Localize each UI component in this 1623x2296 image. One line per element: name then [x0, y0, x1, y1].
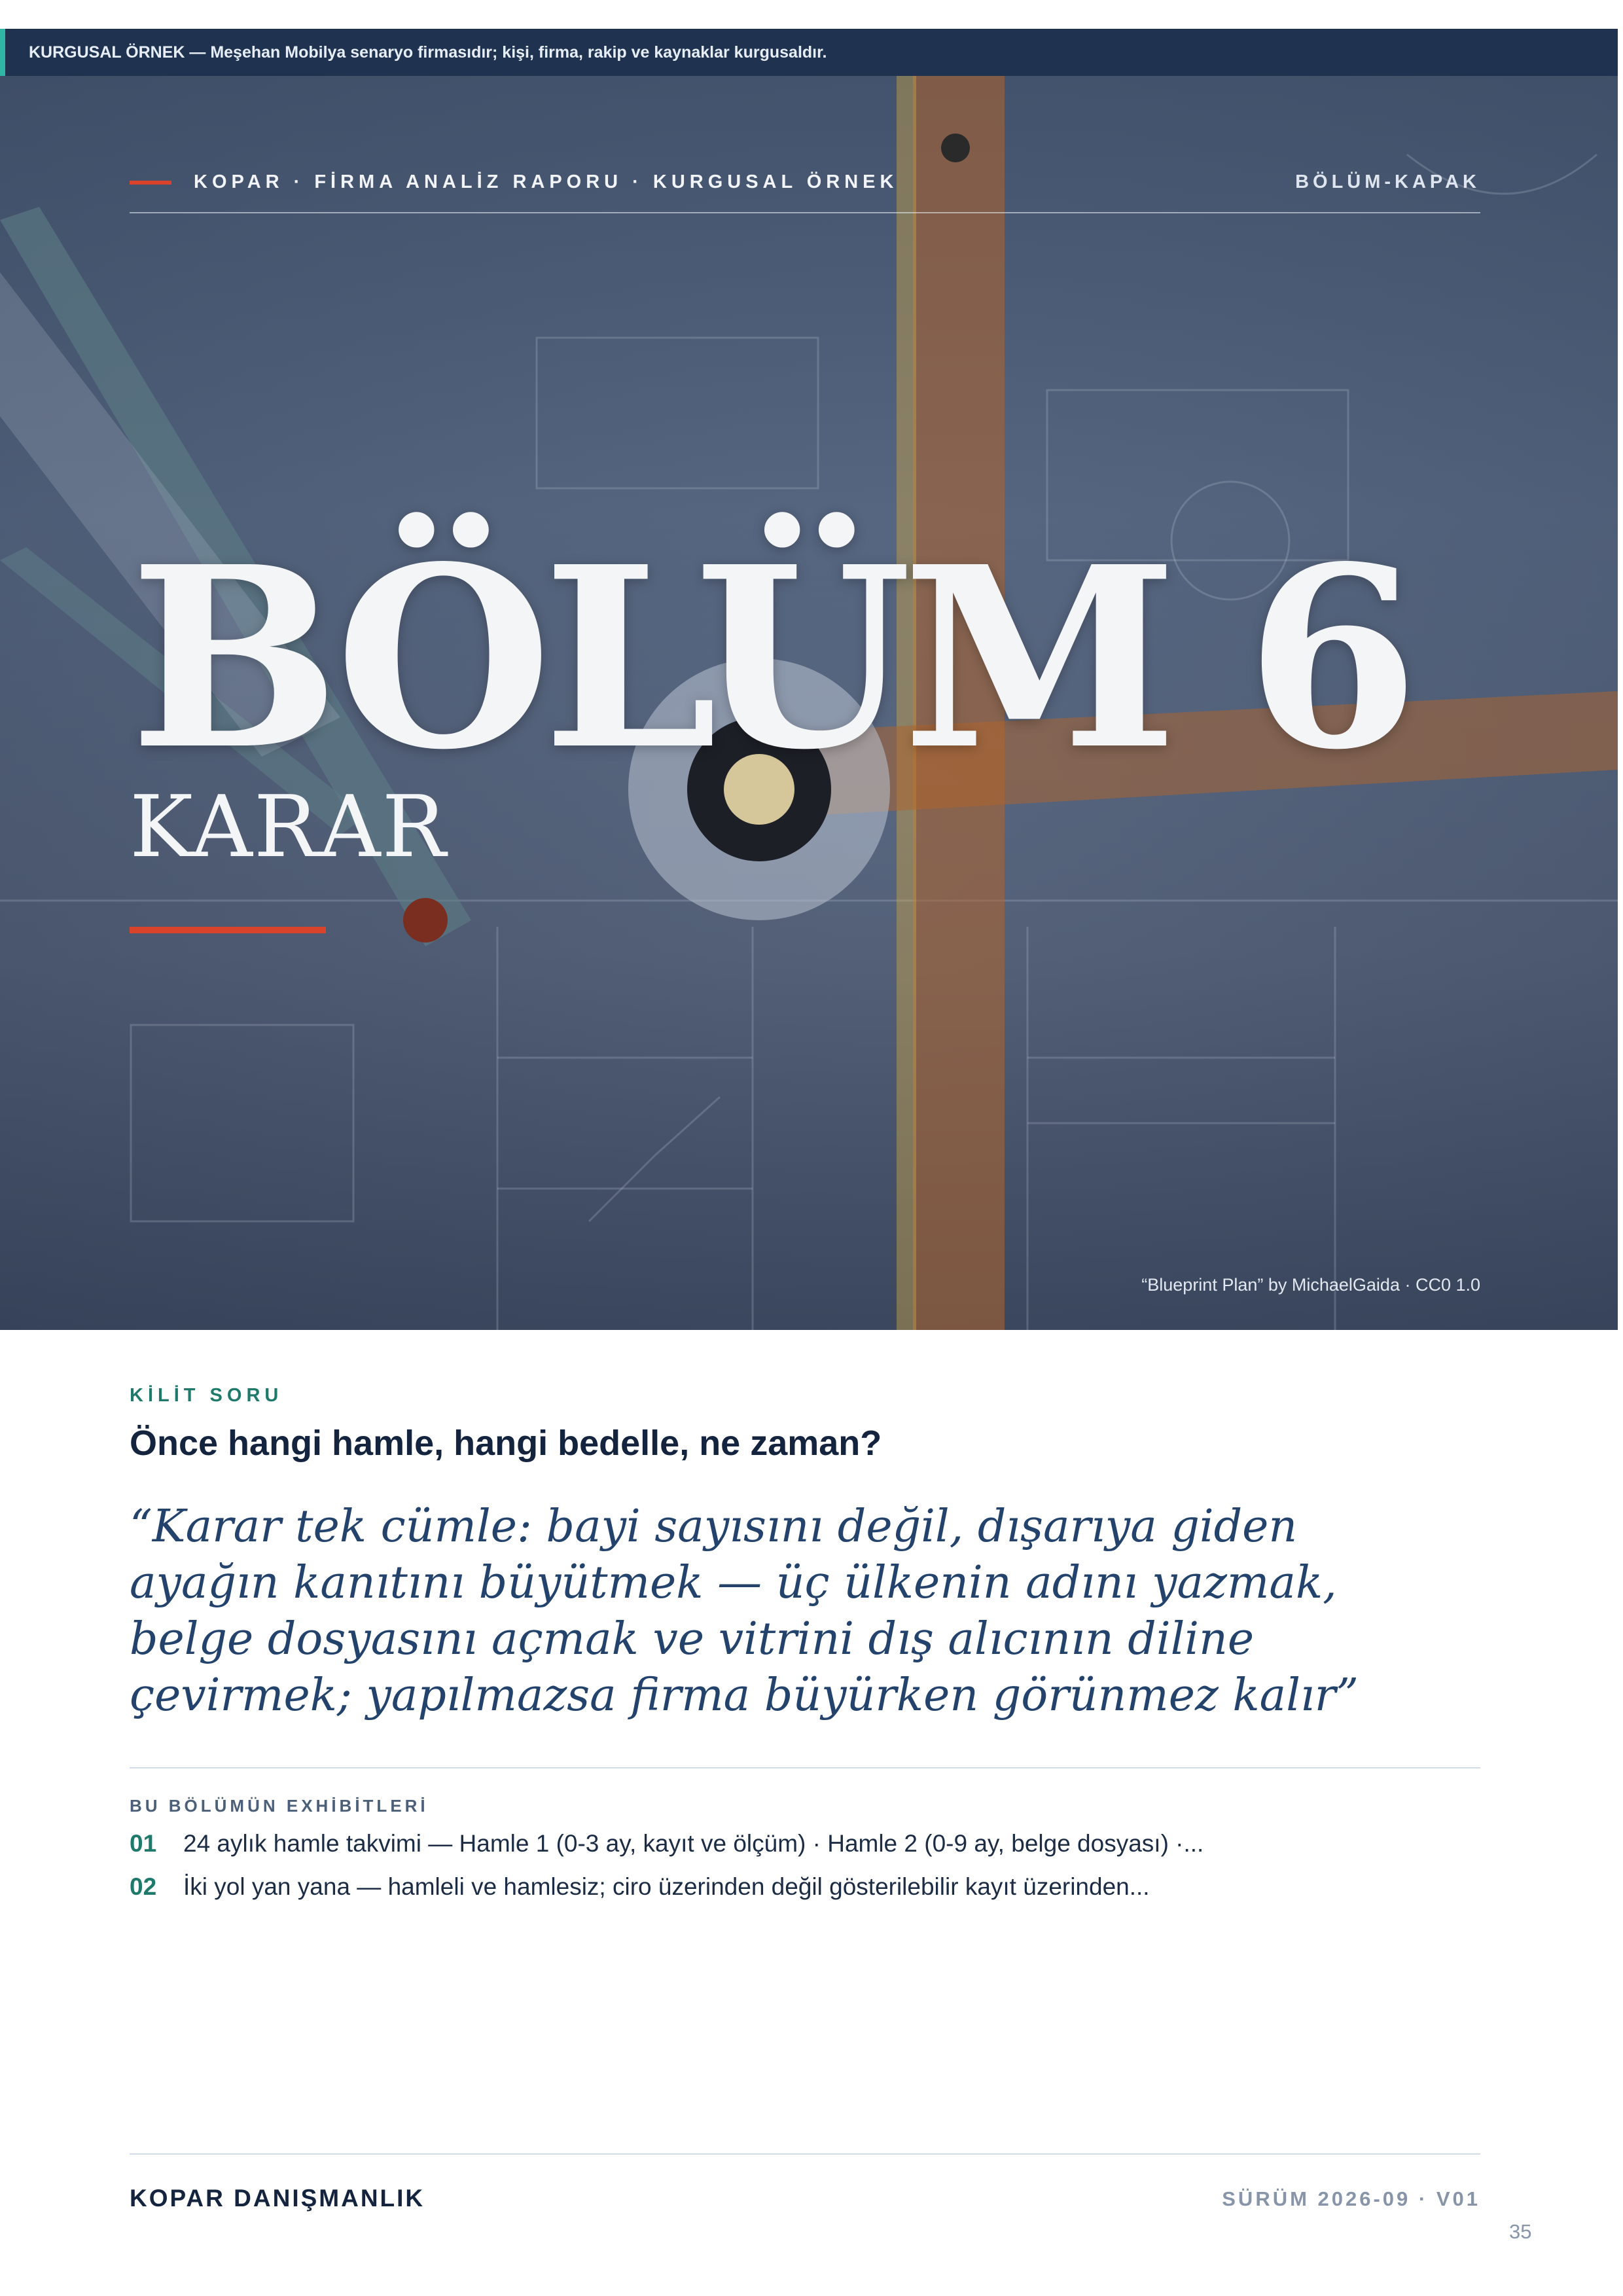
key-question-kicker: KİLİT SORU	[130, 1385, 283, 1406]
exhibit-item[interactable]	[130, 1830, 1204, 1857]
footer-divider	[130, 2153, 1480, 2155]
title-red-underline	[130, 927, 326, 933]
report-series-label: KOPAR · FİRMA ANALİZ RAPORU · KURGUSAL ÖRNEK	[194, 171, 899, 192]
image-credit: “Blueprint Plan” by MichaelGaida · CC0 1.0	[1141, 1275, 1480, 1295]
banner-accent-bar	[0, 29, 5, 76]
exhibit-number: 02	[130, 1873, 157, 1900]
exhibit-item[interactable]	[130, 1873, 1150, 1901]
decision-pull-quote: “Karar tek cümle: bayi sayısını değil, dışarıya giden ayağın kanıtını büyütmek — üç ülkenin adını yazmak, belge dosyasını açmak ve vitrini dış alıcının diline çevirmek; yapılmazsa firma büyürken görünmez kalır”	[130, 1501, 1359, 1721]
banner-text: KURGUSAL ÖRNEK — Meşehan Mobilya senaryo firmasıdır; kişi, firma, rakip ve kaynaklar kurgusaldır.	[29, 43, 827, 62]
header-divider	[130, 212, 1480, 213]
section-code: BÖLÜM-KAPAK	[1295, 171, 1480, 192]
page-number: 35	[1509, 2220, 1532, 2243]
chapter-subtitle: KARAR	[130, 777, 448, 876]
cover-hero-image	[0, 76, 1618, 1330]
section-divider	[130, 1767, 1480, 1768]
chapter-title: BÖLÜM 6	[130, 512, 1410, 804]
fiction-disclaimer-banner	[0, 29, 1618, 76]
exhibit-description: 24 aylık hamle takvimi — Hamle 1 (0-3 ay, kayıt ve ölçüm) · Hamle 2 (0-9 ay, belge dosyası) ·...	[183, 1830, 1204, 1857]
report-header	[130, 168, 1480, 199]
footer-company: KOPAR DANIŞMANLIK	[130, 2185, 425, 2212]
exhibits-heading: BU BÖLÜMÜN EXHİBİTLERİ	[130, 1796, 429, 1816]
exhibit-number: 01	[130, 1830, 157, 1857]
exhibit-description: İki yol yan yana — hamleli ve hamlesiz; ciro üzerinden değil gösterilebilir kayıt üzerinden...	[183, 1873, 1150, 1900]
header-red-accent	[130, 181, 171, 185]
key-question-text: Önce hangi hamle, hangi bedelle, ne zaman?	[130, 1424, 882, 1463]
footer-version: SÜRÜM 2026-09 · V01	[1222, 2187, 1480, 2210]
